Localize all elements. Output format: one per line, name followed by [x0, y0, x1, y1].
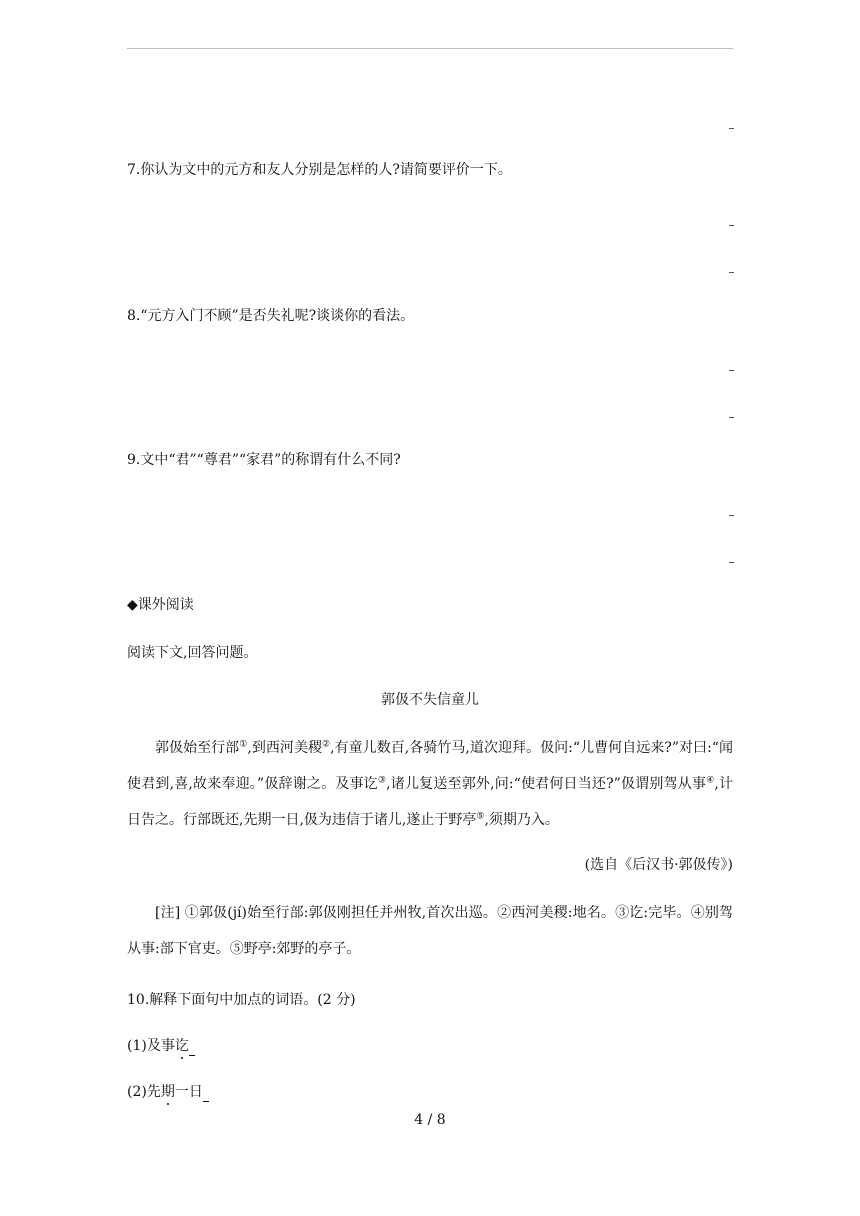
- footnote-mark: ⑤: [476, 811, 485, 822]
- answer-line-mark: [729, 370, 734, 371]
- footnote-mark: ②: [322, 739, 331, 750]
- question-9: 9.文中“君”“尊君”“家君”的称谓有什么不同?: [127, 452, 401, 468]
- question-10: 10.解释下面句中加点的词语。(2 分): [127, 992, 356, 1008]
- passage-source: (选自《后汉书·郭伋传》): [584, 857, 733, 873]
- dotted-word: 期: [160, 1084, 175, 1100]
- passage-text: 郭伋始至行部①,到西河美稷②,有童儿数百,各骑竹马,道次迎拜。伋问:“儿曹何自远来?”对曰:“闻使君到,喜,故来奉迎。”伋辞谢之。及事讫③,诸儿复送至郭外,问:“使君何日当还?”伋谓别驾从事④,计日告之。行部既还,先期一日,伋为违信于诸儿,遂止于野亭⑤,须期乃入。: [127, 739, 733, 828]
- question-7: 7.你认为文中的元方和友人分别是怎样的人?请简要评价一下。: [127, 162, 512, 178]
- question-10-item-2: (2)先期一日: [127, 1082, 209, 1102]
- page-number: 4 / 8: [414, 1112, 446, 1128]
- answer-line-mark: [729, 128, 734, 129]
- question-10-item-1: (1)及事讫: [127, 1036, 195, 1056]
- footnote-mark: ①: [239, 739, 248, 750]
- answer-line-mark: [729, 515, 734, 516]
- question-8: 8.“元方入门不顾”是否失礼呢?谈谈你的看法。: [127, 308, 415, 324]
- notes: [注] ①郭伋(jí)始至行部:郭伋刚担任并州牧,首次出巡。②西河美稷:地名。③讫:完毕。④别驾从事:部下官吏。⑤野亭:郊野的亭子。: [127, 905, 733, 957]
- footnote-mark: ③: [377, 775, 387, 786]
- dotted-word: 讫: [174, 1038, 189, 1054]
- answer-line-mark: [729, 225, 734, 226]
- answer-blank[interactable]: [189, 1041, 195, 1056]
- answer-line-mark: [729, 272, 734, 273]
- header-rule: [127, 48, 733, 49]
- footnote-mark: ④: [706, 775, 715, 786]
- reading-instruction: 阅读下文,回答问题。: [127, 645, 258, 661]
- passage-title: 郭伋不失信童儿: [381, 692, 479, 708]
- answer-line-mark: [729, 417, 734, 418]
- section-heading: ◆课外阅读: [127, 597, 194, 613]
- answer-blank[interactable]: [203, 1087, 209, 1102]
- answer-line-mark: [729, 562, 734, 563]
